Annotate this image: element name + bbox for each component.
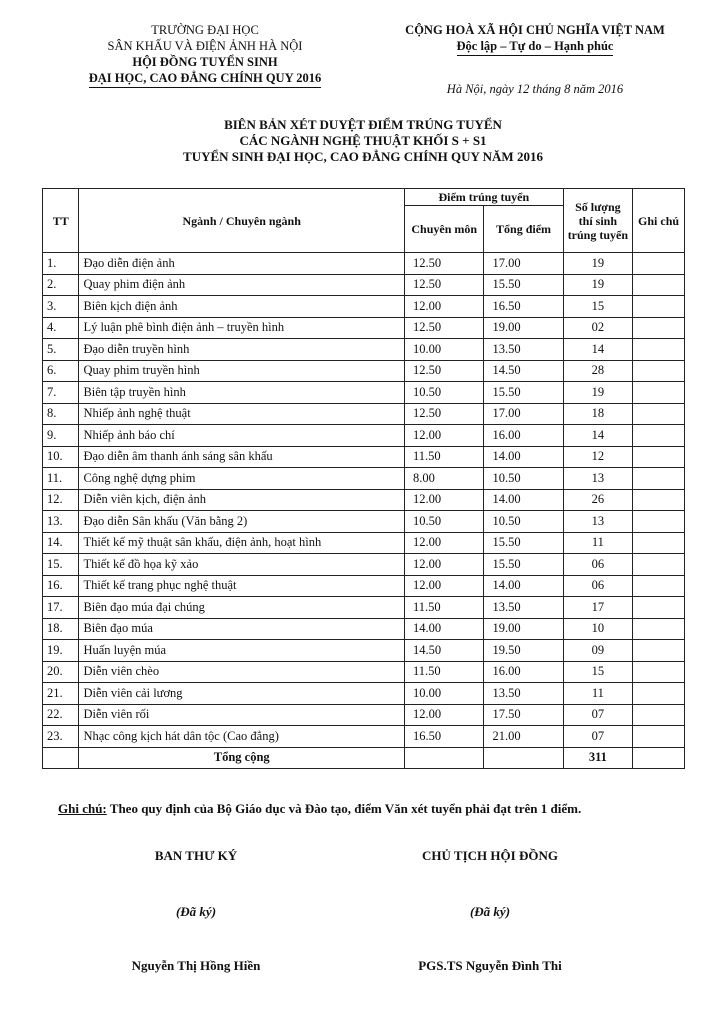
table-row [43,726,685,748]
row-major: Thiết kế đồ họa kỹ xảo [79,554,405,576]
table-row [43,403,685,425]
table-row [43,425,685,447]
row-major: Đạo diễn truyền hình [79,339,405,361]
row-total-score: 15.50 [484,274,563,296]
table-body [43,253,685,748]
table-row [43,661,685,683]
row-major-score: 10.00 [404,683,484,705]
row-note [633,317,685,339]
row-total-score: 19.00 [484,618,563,640]
row-major: Đạo diễn âm thanh ánh sáng sân khấu [79,446,405,468]
footnote [58,796,698,822]
row-total-score: 13.50 [484,339,563,361]
university-name: SÂN KHẤU VÀ ĐIỆN ẢNH HÀ NỘI [107,39,303,53]
row-major-score: 8.00 [404,468,484,490]
row-major-score: 12.50 [404,253,484,275]
row-count: 07 [563,704,633,726]
row-total-score: 14.00 [484,575,563,597]
row-index: 20. [43,661,79,683]
row-major-score: 12.00 [404,296,484,318]
row-major: Nhiếp ảnh nghệ thuật [79,403,405,425]
row-index: 13. [43,511,79,533]
row-index: 18. [43,618,79,640]
row-major: Đạo diễn điện ảnh [79,253,405,275]
row-total-score: 13.50 [484,597,563,619]
row-note [633,511,685,533]
table-row [43,446,685,468]
row-note [633,575,685,597]
row-index: 1. [43,253,79,275]
national-header [376,22,694,56]
row-major: Biên đạo múa [79,618,405,640]
row-note [633,661,685,683]
row-total-score: 16.50 [484,296,563,318]
row-count: 11 [563,532,633,554]
header-major-score: Chuyên môn [404,206,484,253]
footnote-label: Ghi chú: [58,801,107,816]
table-row [43,683,685,705]
title-line-1: BIÊN BẢN XÉT DUYỆT ĐIỂM TRÚNG TUYỂN [224,117,502,132]
row-total-score: 19.50 [484,640,563,662]
row-count: 13 [563,511,633,533]
row-note [633,425,685,447]
row-count: 09 [563,640,633,662]
row-total-score: 17.00 [484,253,563,275]
row-note [633,296,685,318]
header-total-score: Tổng điểm [484,206,563,253]
row-count: 28 [563,360,633,382]
row-count: 10 [563,618,633,640]
row-index: 4. [43,317,79,339]
row-major-score: 12.00 [404,704,484,726]
row-major-score: 10.50 [404,382,484,404]
header-note: Ghi chú [633,189,685,253]
row-major: Biên kịch điện ảnh [79,296,405,318]
header-major: Ngành / Chuyên ngành [79,189,405,253]
table-row [43,511,685,533]
admission-scores-table [42,188,685,769]
row-count: 14 [563,339,633,361]
row-index: 19. [43,640,79,662]
row-total-score: 17.50 [484,704,563,726]
row-major-score: 12.00 [404,554,484,576]
row-index: 21. [43,683,79,705]
row-note [633,640,685,662]
row-major-score: 11.50 [404,446,484,468]
table-row [43,253,685,275]
row-total-score: 17.00 [484,403,563,425]
row-major: Biên đạo múa đại chúng [79,597,405,619]
row-note [633,683,685,705]
table-row [43,296,685,318]
row-total-score: 13.50 [484,683,563,705]
row-total-score: 19.00 [484,317,563,339]
row-note [633,468,685,490]
table-row [43,274,685,296]
row-major-score: 14.50 [404,640,484,662]
row-total-score: 15.50 [484,382,563,404]
row-note [633,274,685,296]
row-major: Quay phim truyền hình [79,360,405,382]
row-index: 10. [43,446,79,468]
row-note [633,532,685,554]
row-count: 19 [563,274,633,296]
row-index: 5. [43,339,79,361]
row-total-score: 14.00 [484,489,563,511]
row-count: 13 [563,468,633,490]
row-major: Quay phim điện ảnh [79,274,405,296]
total-row [43,747,685,769]
table-row [43,489,685,511]
row-index: 6. [43,360,79,382]
signature-name: Nguyễn Thị Hồng Hiền [131,958,261,973]
row-major-score: 12.50 [404,360,484,382]
row-note [633,253,685,275]
signature-role: BAN THƯ KÝ [154,848,238,863]
table-row [43,575,685,597]
table-row [43,468,685,490]
row-major: Diễn viên cải lương [79,683,405,705]
row-index: 12. [43,489,79,511]
signature-status: (Đã ký) [175,904,217,919]
row-note [633,704,685,726]
row-count: 06 [563,575,633,597]
signature-status: (Đã ký) [469,904,511,919]
row-index: 22. [43,704,79,726]
signature-role: CHỦ TỊCH HỘI ĐỒNG [422,848,558,863]
row-total-score: 16.00 [484,661,563,683]
row-index: 11. [43,468,79,490]
row-index: 15. [43,554,79,576]
header-tt: TT [43,189,79,253]
header-count: Số lượng thí sinh trúng tuyển [563,189,633,253]
row-index: 3. [43,296,79,318]
table-row [43,382,685,404]
total-value: 311 [563,747,633,769]
row-total-score: 10.50 [484,511,563,533]
signature-name: PGS.TS Nguyễn Đình Thi [418,958,562,973]
row-index: 14. [43,532,79,554]
row-count: 19 [563,253,633,275]
row-total-score: 15.50 [484,554,563,576]
program-name: ĐẠI HỌC, CAO ĐẲNG CHÍNH QUY 2016 [89,70,322,88]
row-index: 17. [43,597,79,619]
national-motto: Độc lập – Tự do – Hạnh phúc [457,38,614,56]
header-score-group: Điểm trúng tuyển [404,189,563,206]
row-index: 9. [43,425,79,447]
row-major: Lý luận phê bình điện ảnh – truyền hình [79,317,405,339]
row-count: 06 [563,554,633,576]
row-note [633,382,685,404]
row-major-score: 12.00 [404,532,484,554]
row-index: 16. [43,575,79,597]
row-major-score: 11.50 [404,597,484,619]
row-index: 7. [43,382,79,404]
row-note [633,339,685,361]
row-note [633,489,685,511]
row-count: 12 [563,446,633,468]
row-note [633,446,685,468]
document-title [40,117,686,165]
table-row [43,597,685,619]
table-row [43,554,685,576]
row-total-score: 15.50 [484,532,563,554]
row-major: Thiết kế mỹ thuật sân khấu, điện ảnh, hoạt hình [79,532,405,554]
row-note [633,597,685,619]
row-total-score: 21.00 [484,726,563,748]
table-row [43,360,685,382]
signature-secretary [96,848,296,974]
row-major: Thiết kế trang phục nghệ thuật [79,575,405,597]
row-major-score: 14.00 [404,618,484,640]
row-note [633,726,685,748]
row-major-score: 10.00 [404,339,484,361]
row-count: 14 [563,425,633,447]
row-count: 19 [563,382,633,404]
row-major-score: 12.00 [404,575,484,597]
row-note [633,360,685,382]
row-major: Diễn viên chèo [79,661,405,683]
document-date: Hà Nội, ngày 12 tháng 8 năm 2016 [446,82,624,96]
row-total-score: 14.50 [484,360,563,382]
signature-chairman [390,848,590,974]
country-name: CỘNG HOÀ XÃ HỘI CHỦ NGHĨA VIỆT NAM [405,23,665,37]
row-major-score: 12.50 [404,317,484,339]
row-count: 11 [563,683,633,705]
row-major: Nhạc công kịch hát dân tộc (Cao đẳng) [79,726,405,748]
row-count: 18 [563,403,633,425]
row-major-score: 16.50 [404,726,484,748]
row-note [633,403,685,425]
table-row [43,532,685,554]
row-major: Diễn viên rối [79,704,405,726]
issuer-header [60,22,350,88]
row-count: 07 [563,726,633,748]
university-label: TRƯỜNG ĐẠI HỌC [151,23,259,37]
row-count: 26 [563,489,633,511]
table-row [43,317,685,339]
table-row [43,339,685,361]
row-major: Đạo diễn Sân khấu (Văn bằng 2) [79,511,405,533]
row-count: 02 [563,317,633,339]
row-major-score: 11.50 [404,661,484,683]
row-count: 15 [563,661,633,683]
row-index: 8. [43,403,79,425]
row-note [633,554,685,576]
row-total-score: 14.00 [484,446,563,468]
row-count: 15 [563,296,633,318]
row-note [633,618,685,640]
table-row [43,704,685,726]
table-row [43,618,685,640]
row-major: Huấn luyện múa [79,640,405,662]
row-major: Biên tập truyền hình [79,382,405,404]
row-major: Nhiếp ảnh báo chí [79,425,405,447]
title-line-2: CÁC NGÀNH NGHỆ THUẬT KHỐI S + S1 [239,133,487,148]
row-index: 2. [43,274,79,296]
row-major-score: 12.50 [404,403,484,425]
total-label: Tổng cộng [79,747,405,769]
table-row [43,640,685,662]
row-major-score: 12.00 [404,489,484,511]
row-count: 17 [563,597,633,619]
title-line-3: TUYỂN SINH ĐẠI HỌC, CAO ĐẲNG CHÍNH QUY NĂM 2016 [183,149,543,164]
row-major-score: 10.50 [404,511,484,533]
row-index: 23. [43,726,79,748]
council-name: HỘI ĐỒNG TUYỂN SINH [132,55,278,69]
row-major-score: 12.50 [404,274,484,296]
row-major: Công nghệ dựng phim [79,468,405,490]
footnote-text: Theo quy định của Bộ Giáo dục và Đào tạo, điểm Văn xét tuyển phải đạt trên 1 điểm. [106,801,582,816]
row-total-score: 10.50 [484,468,563,490]
row-major: Diễn viên kịch, điện ảnh [79,489,405,511]
row-major-score: 12.00 [404,425,484,447]
row-total-score: 16.00 [484,425,563,447]
